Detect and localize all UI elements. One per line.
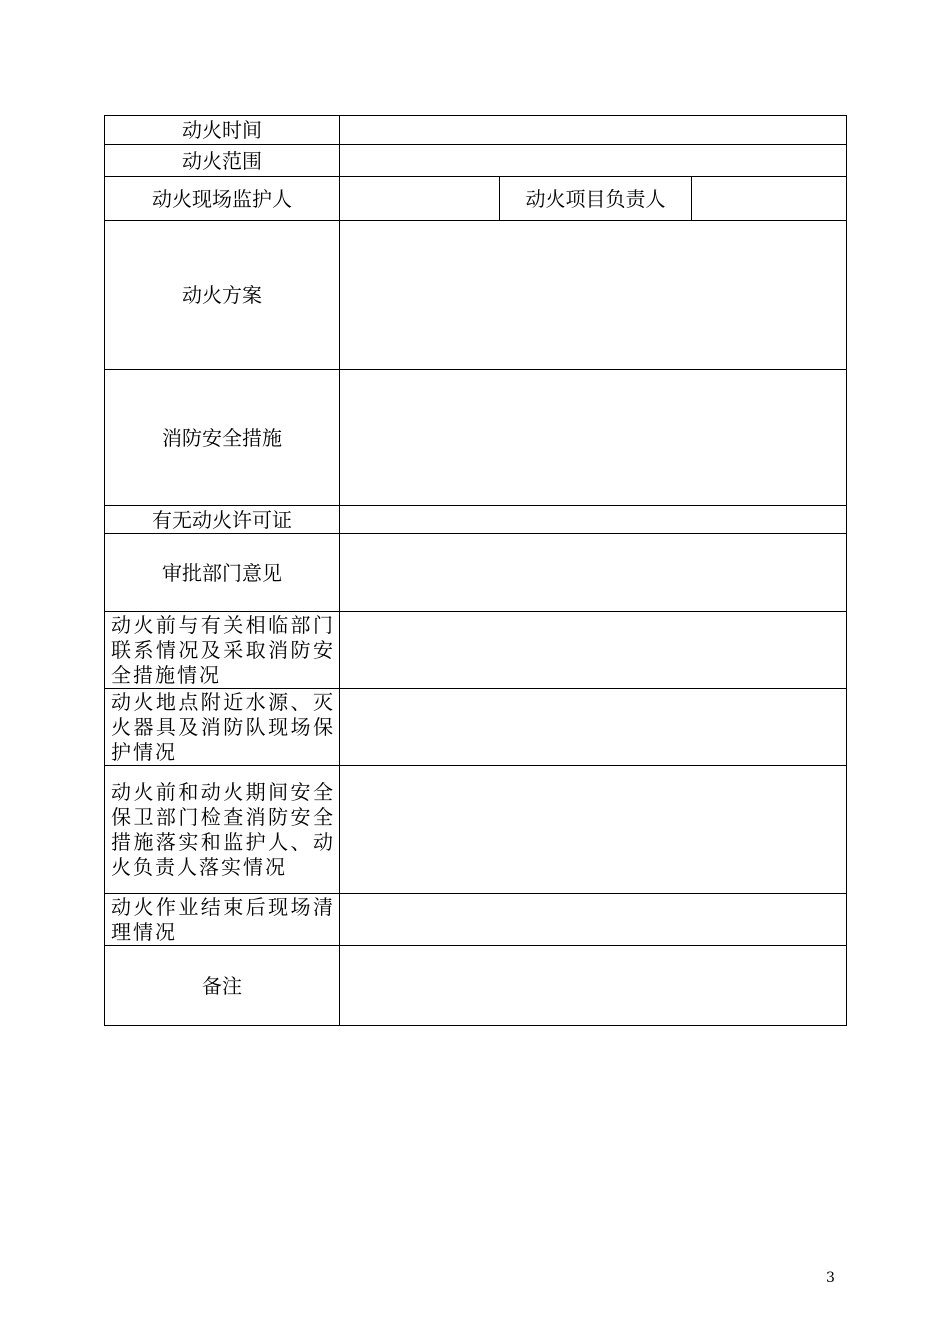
row-remarks <box>105 946 847 1026</box>
row-cleanup <box>105 894 847 946</box>
project-lead-value-cell[interactable] <box>692 177 847 221</box>
remarks-label: 备注 <box>105 946 340 1026</box>
cleanup-value-cell[interactable] <box>340 894 847 946</box>
row-scope <box>105 145 847 177</box>
water-source-label: 动火地点附近水源、灭火器具及消防队现场保护情况 <box>105 689 340 766</box>
time-value-cell[interactable] <box>340 116 847 145</box>
row-water-source <box>105 689 847 766</box>
inspection-value-cell[interactable] <box>340 766 847 894</box>
scope-label: 动火范围 <box>105 145 340 177</box>
row-monitor <box>105 177 847 221</box>
permit-value-cell[interactable] <box>340 506 847 534</box>
monitor-value-cell[interactable] <box>340 177 500 221</box>
plan-label: 动火方案 <box>105 221 340 370</box>
remarks-value-cell[interactable] <box>340 946 847 1026</box>
plan-value-cell[interactable] <box>340 221 847 370</box>
fire-safety-label: 消防安全措施 <box>105 370 340 506</box>
cleanup-label: 动火作业结束后现场清理情况 <box>105 894 340 946</box>
row-liaison <box>105 612 847 689</box>
row-plan <box>105 221 847 370</box>
row-fire-safety <box>105 370 847 506</box>
row-permit <box>105 506 847 534</box>
fire-safety-value-cell[interactable] <box>340 370 847 506</box>
row-inspection <box>105 766 847 894</box>
approval-label: 审批部门意见 <box>105 534 340 612</box>
page-number: 3 <box>826 1270 835 1286</box>
project-lead-label: 动火项目负责人 <box>500 177 692 221</box>
water-source-value-cell[interactable] <box>340 689 847 766</box>
time-label: 动火时间 <box>105 116 340 145</box>
liaison-value-cell[interactable] <box>340 612 847 689</box>
row-time <box>105 116 847 145</box>
inspection-label: 动火前和动火期间安全保卫部门检查消防安全措施落实和监护人、动火负责人落实情况 <box>105 766 340 894</box>
approval-value-cell[interactable] <box>340 534 847 612</box>
liaison-label: 动火前与有关相临部门联系情况及采取消防安全措施情况 <box>105 612 340 689</box>
hot-work-form-table <box>104 115 847 1026</box>
monitor-label: 动火现场监护人 <box>105 177 340 221</box>
row-approval <box>105 534 847 612</box>
scope-value-cell[interactable] <box>340 145 847 177</box>
permit-label: 有无动火许可证 <box>105 506 340 534</box>
